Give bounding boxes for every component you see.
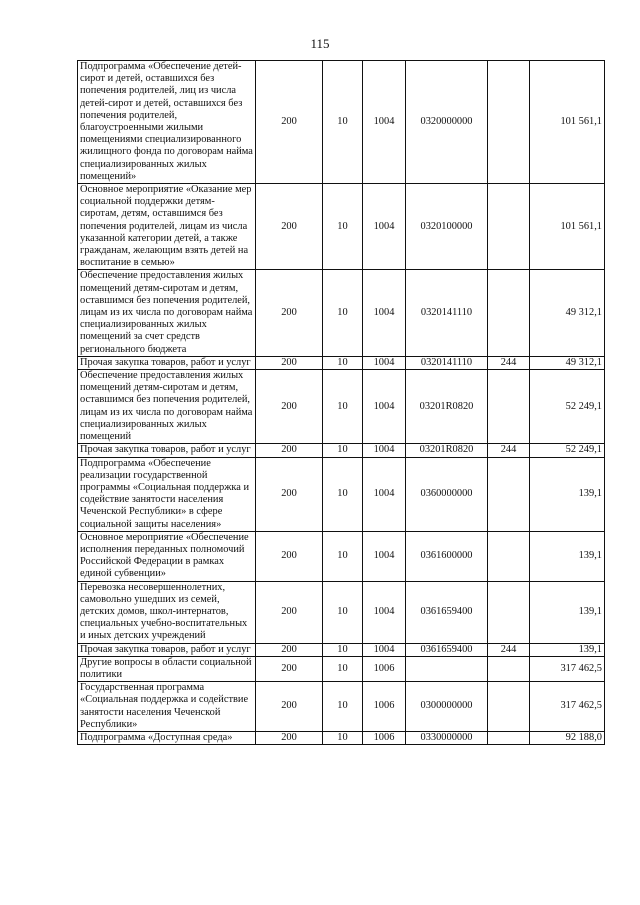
expense-type-cell xyxy=(488,682,530,732)
amount-cell: 92 188,0 xyxy=(530,731,605,744)
subsection-code-cell: 1004 xyxy=(363,581,406,643)
expense-type-cell: 244 xyxy=(488,444,530,457)
subsection-code-cell: 1004 xyxy=(363,444,406,457)
section-code-cell: 10 xyxy=(323,731,363,744)
ministry-code-cell: 200 xyxy=(256,643,323,656)
table-row xyxy=(78,457,605,531)
expense-type-cell: 244 xyxy=(488,356,530,369)
table-row xyxy=(78,531,605,581)
item-name-cell: Подпрограмма «Доступная среда» xyxy=(78,731,256,744)
item-name-cell: Основное мероприятие «Обеспечение исполнения переданных полномочий Российской Федерации в рамках единой субвенции» xyxy=(78,531,256,581)
target-article-cell: 03201R0820 xyxy=(406,444,488,457)
ministry-code-cell: 200 xyxy=(256,656,323,681)
target-article-cell: 0361659400 xyxy=(406,643,488,656)
table-row xyxy=(78,581,605,643)
target-article-cell: 0330000000 xyxy=(406,731,488,744)
section-code-cell: 10 xyxy=(323,356,363,369)
target-article-cell: 03201R0820 xyxy=(406,370,488,444)
expense-type-cell xyxy=(488,457,530,531)
expense-type-cell xyxy=(488,656,530,681)
item-name-cell: Прочая закупка товаров, работ и услуг xyxy=(78,356,256,369)
amount-cell: 139,1 xyxy=(530,531,605,581)
target-article-cell: 0320000000 xyxy=(406,61,488,184)
target-article-cell: 0361600000 xyxy=(406,531,488,581)
item-name-cell: Прочая закупка товаров, работ и услуг xyxy=(78,444,256,457)
amount-cell: 317 462,5 xyxy=(530,682,605,732)
item-name-cell: Перевозка несовершеннолетних, самовольно ушедших из семей, детских домов, школ-интернатов, специальных учебно-воспитательных и иных детских учреждений xyxy=(78,581,256,643)
target-article-cell: 0300000000 xyxy=(406,682,488,732)
ministry-code-cell: 200 xyxy=(256,356,323,369)
table-row xyxy=(78,656,605,681)
section-code-cell: 10 xyxy=(323,61,363,184)
table-row xyxy=(78,731,605,744)
amount-cell: 101 561,1 xyxy=(530,184,605,270)
ministry-code-cell: 200 xyxy=(256,731,323,744)
item-name-cell: Основное мероприятие «Оказание мер социальной поддержки детям-сиротам, детям, оставшимся без попечения родителей, лицам из числа указанной категории детей, а также гражданам, желающим взять детей на воспитание в семью» xyxy=(78,184,256,270)
expense-type-cell xyxy=(488,731,530,744)
budget-table xyxy=(77,60,605,745)
ministry-code-cell: 200 xyxy=(256,682,323,732)
item-name-cell: Прочая закупка товаров, работ и услуг xyxy=(78,643,256,656)
amount-cell: 139,1 xyxy=(530,643,605,656)
page-number: 115 xyxy=(310,36,330,51)
subsection-code-cell: 1006 xyxy=(363,656,406,681)
ministry-code-cell: 200 xyxy=(256,270,323,356)
amount-cell: 317 462,5 xyxy=(530,656,605,681)
ministry-code-cell: 200 xyxy=(256,581,323,643)
target-article-cell: 0320141110 xyxy=(406,270,488,356)
amount-cell: 139,1 xyxy=(530,457,605,531)
expense-type-cell: 244 xyxy=(488,643,530,656)
amount-cell: 52 249,1 xyxy=(530,370,605,444)
target-article-cell xyxy=(406,656,488,681)
item-name-cell: Обеспечение предоставления жилых помещений детям-сиротам и детям, оставшимся без попечения родителей, лицам из их числа по договорам найма специализированных жилых помещений за счет средств регионального бюджета xyxy=(78,270,256,356)
subsection-code-cell: 1006 xyxy=(363,731,406,744)
ministry-code-cell: 200 xyxy=(256,184,323,270)
table-row xyxy=(78,370,605,444)
expense-type-cell xyxy=(488,270,530,356)
subsection-code-cell: 1004 xyxy=(363,356,406,369)
section-code-cell: 10 xyxy=(323,444,363,457)
subsection-code-cell: 1004 xyxy=(363,643,406,656)
subsection-code-cell: 1004 xyxy=(363,270,406,356)
amount-cell: 49 312,1 xyxy=(530,270,605,356)
section-code-cell: 10 xyxy=(323,270,363,356)
subsection-code-cell: 1004 xyxy=(363,457,406,531)
section-code-cell: 10 xyxy=(323,682,363,732)
expense-type-cell xyxy=(488,531,530,581)
subsection-code-cell: 1004 xyxy=(363,184,406,270)
expense-type-cell xyxy=(488,61,530,184)
subsection-code-cell: 1004 xyxy=(363,370,406,444)
table-row xyxy=(78,270,605,356)
table-row xyxy=(78,356,605,369)
item-name-cell: Подпрограмма «Обеспечение детей-сирот и детей, оставшихся без попечения родителей, лиц из числа детей-сирот и детей, оставшихся без попечения родителей, благоустроенными жилыми помещениями специализированного жилищного фонда по договорам найма специализированных жилых помещений» xyxy=(78,61,256,184)
target-article-cell: 0320141110 xyxy=(406,356,488,369)
ministry-code-cell: 200 xyxy=(256,444,323,457)
subsection-code-cell: 1006 xyxy=(363,682,406,732)
section-code-cell: 10 xyxy=(323,184,363,270)
target-article-cell: 0361659400 xyxy=(406,581,488,643)
item-name-cell: Государственная программа «Социальная поддержка и содействие занятости населения Чеченской Республики» xyxy=(78,682,256,732)
section-code-cell: 10 xyxy=(323,581,363,643)
ministry-code-cell: 200 xyxy=(256,370,323,444)
table-row xyxy=(78,184,605,270)
ministry-code-cell: 200 xyxy=(256,61,323,184)
amount-cell: 139,1 xyxy=(530,581,605,643)
table-body xyxy=(78,61,605,745)
amount-cell: 52 249,1 xyxy=(530,444,605,457)
section-code-cell: 10 xyxy=(323,656,363,681)
item-name-cell: Другие вопросы в области социальной политики xyxy=(78,656,256,681)
section-code-cell: 10 xyxy=(323,643,363,656)
item-name-cell: Подпрограмма «Обеспечение реализации государственной программы «Социальная поддержка и содействие занятости населения Чеченской Республики» в сфере социальной защиты населения» xyxy=(78,457,256,531)
table-row xyxy=(78,682,605,732)
expense-type-cell xyxy=(488,184,530,270)
subsection-code-cell: 1004 xyxy=(363,531,406,581)
ministry-code-cell: 200 xyxy=(256,531,323,581)
target-article-cell: 0360000000 xyxy=(406,457,488,531)
table-row xyxy=(78,643,605,656)
table-row xyxy=(78,444,605,457)
amount-cell: 101 561,1 xyxy=(530,61,605,184)
subsection-code-cell: 1004 xyxy=(363,61,406,184)
target-article-cell: 0320100000 xyxy=(406,184,488,270)
ministry-code-cell: 200 xyxy=(256,457,323,531)
item-name-cell: Обеспечение предоставления жилых помещений детям-сиротам и детям, оставшимся без попечения родителей, лицам из их числа по договорам найма специализированных жилых помещений xyxy=(78,370,256,444)
section-code-cell: 10 xyxy=(323,531,363,581)
expense-type-cell xyxy=(488,370,530,444)
amount-cell: 49 312,1 xyxy=(530,356,605,369)
table-row xyxy=(78,61,605,184)
section-code-cell: 10 xyxy=(323,370,363,444)
section-code-cell: 10 xyxy=(323,457,363,531)
expense-type-cell xyxy=(488,581,530,643)
